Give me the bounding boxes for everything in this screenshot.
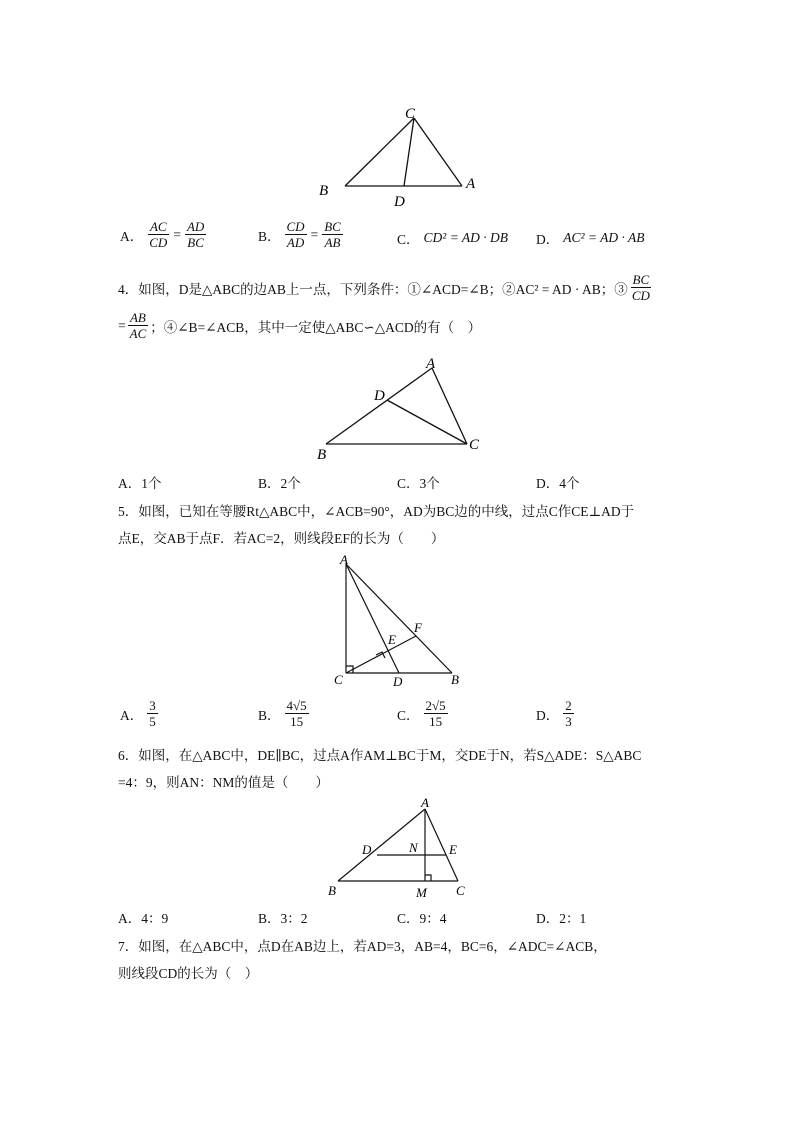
q3-a-frac-2: $\frac{AD}{BC}$: [186, 219, 205, 250]
q3-b-frac-2: $\frac{BC}{AB}$: [324, 219, 341, 250]
q5-d-letter: D．: [536, 707, 560, 723]
q5-c-letter: C．: [397, 707, 420, 723]
q4-option-b[interactable]: B．2个: [258, 476, 301, 491]
fig1-label-B: B: [319, 183, 329, 199]
q6-label-M: M: [416, 885, 427, 900]
figure-q4-triangle: [312, 352, 492, 464]
q5-a-frac: $\frac{3}{5}$: [149, 698, 156, 729]
q5-option-a[interactable]: [120, 698, 158, 729]
q5-stem-line1: 5．如图，已知在等腰Rt△ABC中，∠ACB=90°，AD为BC边的中线，过点C作CE⊥AD于: [118, 504, 635, 519]
q5-option-d[interactable]: [536, 698, 574, 729]
q7-stem-line1: 7．如图，在△ABC中，点D在AB边上，若AD=3，AB=4，BC=6，∠ADC=∠ACB，: [118, 939, 607, 954]
q4-label-A: A: [426, 356, 436, 372]
q3-c-letter: C．: [397, 232, 420, 247]
q4-label-D: D: [374, 388, 385, 404]
q6-stem-line2: =4：9，则AN：NM的值是（ ）: [118, 775, 329, 790]
q4-option-d[interactable]: D．4个: [536, 476, 580, 491]
q3-b-equals: =: [310, 226, 319, 242]
q3-option-c[interactable]: [397, 228, 508, 248]
q5-stem-line2: 点E，交AB于点F．若AC=2，则线段EF的长为（ ）: [118, 531, 445, 546]
q7-stem-line2: 则线段CD的长为（ ）: [118, 966, 259, 981]
q6-label-C: C: [456, 883, 465, 898]
q5-label-A: A: [340, 552, 348, 567]
q6-option-c[interactable]: C．9：4: [397, 911, 447, 926]
q4-option-c[interactable]: C．3个: [397, 476, 440, 491]
fig1-label-A: A: [466, 176, 476, 192]
q4-label-C: C: [469, 437, 480, 453]
q3-d-expr: AC² = AD · AB: [563, 230, 645, 245]
q4-stem-line1: [118, 272, 652, 303]
q5-label-B: B: [451, 672, 459, 687]
q4-line1-text: 4．如图，D是△ABC的边AB上一点，下列条件：①∠ACD=∠B；②AC² = AD · AB；③: [118, 281, 628, 297]
q6-label-A: A: [421, 795, 429, 810]
q5-a-letter: A．: [120, 707, 144, 723]
q4-stem-line2: [118, 310, 481, 341]
q5-label-E: E: [388, 632, 396, 647]
q3-option-a[interactable]: [120, 219, 206, 250]
q6-label-E: E: [449, 842, 457, 857]
q5-label-F: F: [414, 620, 422, 635]
q4-frac-ab-ac: $\frac{AB}{AC}$: [129, 310, 147, 341]
q5-b-letter: B．: [258, 707, 281, 723]
q3-option-b[interactable]: [258, 219, 343, 250]
q5-c-frac: $\frac{2√5}{15}$: [425, 698, 446, 729]
q6-option-a[interactable]: A．4：9: [118, 911, 169, 926]
figure-q5-triangle: [330, 552, 470, 690]
q3-d-letter: D．: [536, 232, 560, 247]
q3-a-letter: A．: [120, 228, 144, 244]
q6-option-b[interactable]: B．3：2: [258, 911, 308, 926]
q5-option-c[interactable]: [397, 698, 448, 729]
q4-frac-bc-cd: $\frac{BC}{CD}$: [631, 272, 650, 303]
q3-a-equals: =: [173, 226, 181, 242]
q3-option-d[interactable]: [536, 228, 645, 248]
q3-b-letter: B．: [258, 228, 281, 244]
q6-label-D: D: [362, 842, 372, 857]
q3-b-frac-1: $\frac{CD}{AD}$: [286, 219, 305, 250]
figure-1-triangle: [310, 100, 490, 212]
q3-a-frac-1: $\frac{AC}{CD}$: [149, 219, 168, 250]
fig1-label-D: D: [394, 194, 405, 210]
figure-q6-triangle: [320, 793, 480, 903]
q6-option-d[interactable]: D．2：1: [536, 911, 587, 926]
q4-option-a[interactable]: A．1个: [118, 476, 162, 491]
q5-label-D: D: [393, 674, 403, 689]
q6-stem-line1: 6．如图，在△ABC中，DE∥BC，过点A作AM⊥BC于M，交DE于N，若S△ADE：S△ABC: [118, 748, 642, 763]
q6-label-N: N: [409, 840, 418, 855]
q5-d-frac: $\frac{2}{3}$: [565, 698, 572, 729]
q4-label-B: B: [317, 447, 327, 463]
fig1-label-C: C: [405, 106, 416, 122]
q6-label-B: B: [328, 883, 336, 898]
q5-b-frac: $\frac{4√5}{15}$: [286, 698, 307, 729]
q5-option-b[interactable]: [258, 698, 309, 729]
q4-line2-text: ；④∠B=∠ACB，其中一定使△ABC∽△ACD的有（ ）: [150, 319, 482, 335]
q3-c-expr: CD² = AD · DB: [423, 230, 509, 245]
q4-equals: =: [118, 317, 126, 333]
q5-label-C: C: [334, 672, 343, 687]
